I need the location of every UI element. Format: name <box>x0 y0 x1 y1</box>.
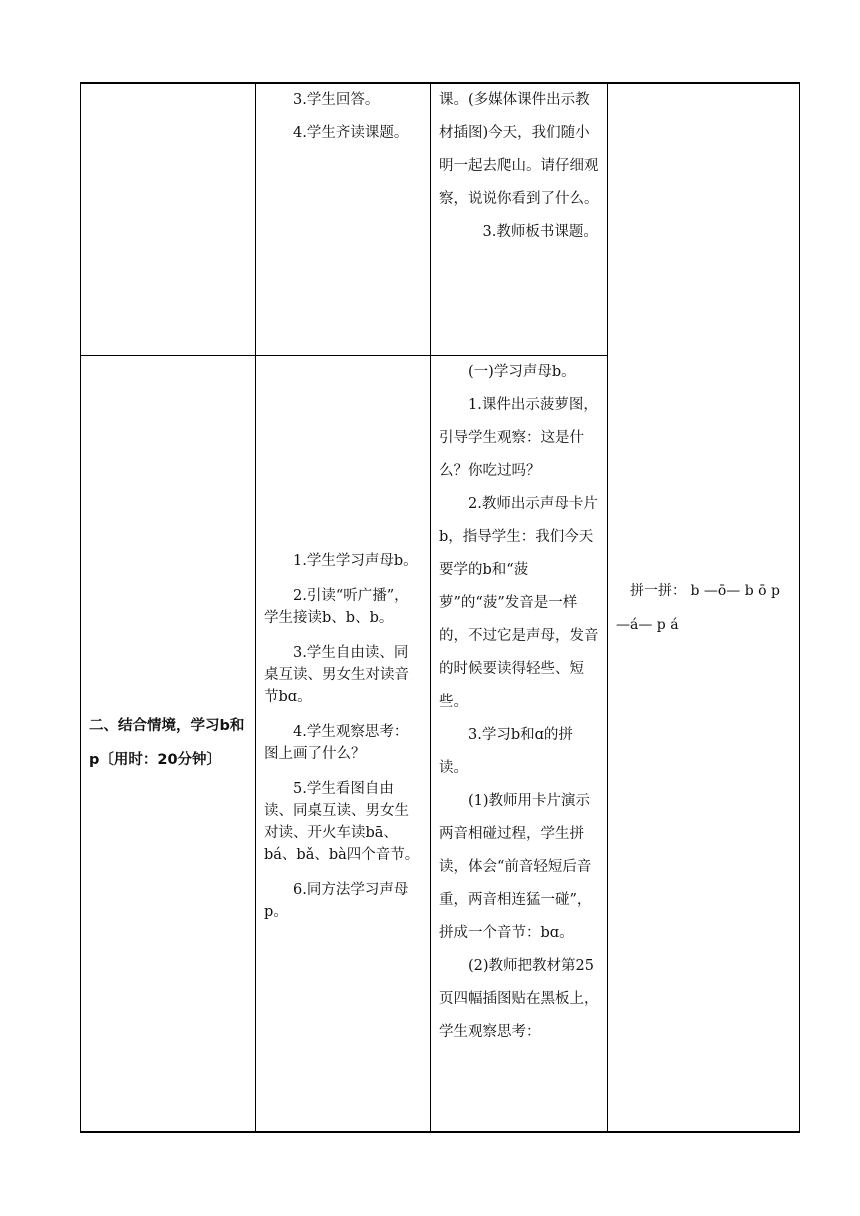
student-step: 5.学生看图自由读、同桌互读、男女生对读、开火车读bā、bá、bǎ、bà四个音节。 <box>264 781 420 864</box>
student-step: 2.引读“听广播”，学生接读b、b、b。 <box>264 588 409 627</box>
teacher-step: 1.课件出示菠萝图，引导学生观察：这是什么？你吃过吗？ <box>439 396 598 479</box>
pinyin-practice: 拼一拼： b —ō— b ō p —á— p á <box>616 582 780 633</box>
stage-cell <box>81 83 256 355</box>
student-step: 3.学生自由读、同桌互读、男女生对读音节bɑ。 <box>264 645 409 706</box>
student-step: 4.学生观察思考：图上画了什么？ <box>264 724 409 763</box>
teacher-step: (2)教师把教材第25页四幅插图贴在黑板上，学生观察思考： <box>439 957 599 1040</box>
student-activity-cell <box>256 83 431 355</box>
student-step: 3.学生回答。 <box>293 92 380 108</box>
lesson-plan-table <box>80 82 800 1133</box>
teacher-step: 3.学习b和ɑ的拼读。 <box>439 726 573 776</box>
teacher-step: (一)学习声母b。 <box>468 363 576 380</box>
teacher-step: 3.教师板书课题。 <box>482 224 598 240</box>
student-step: 6.同方法学习声母p。 <box>264 882 409 921</box>
student-activity-cell <box>256 355 431 1132</box>
stage-title: 二、结合情境，学习b和p〔用时：20分钟〕 <box>89 718 245 769</box>
stage-cell <box>81 355 256 1132</box>
design-intent-cell <box>608 83 800 1132</box>
teacher-step: 课。(多媒体课件出示教材插图)今天，我们随小明一起去爬山。请仔细观察，说说你看到了什么。 <box>439 92 599 207</box>
teacher-step: (1)教师用卡片演示两音相碰过程，学生拼读，体会“前音轻短后音重，两音相连猛一碰”，拼成一个音节：bɑ。 <box>439 792 592 941</box>
student-step: 1.学生学习声母b。 <box>293 553 418 570</box>
teacher-activity-cell <box>431 355 608 1132</box>
teacher-step: 2.教师出示声母卡片b，指导学生：我们今天要学的b和“菠萝”的“菠”发音是一样的，不过它是声母，发音的时候要读得轻些、短些。 <box>439 495 599 710</box>
table-row <box>81 83 800 355</box>
student-step: 4.学生齐读课题。 <box>293 125 409 141</box>
teacher-activity-cell <box>431 83 608 355</box>
